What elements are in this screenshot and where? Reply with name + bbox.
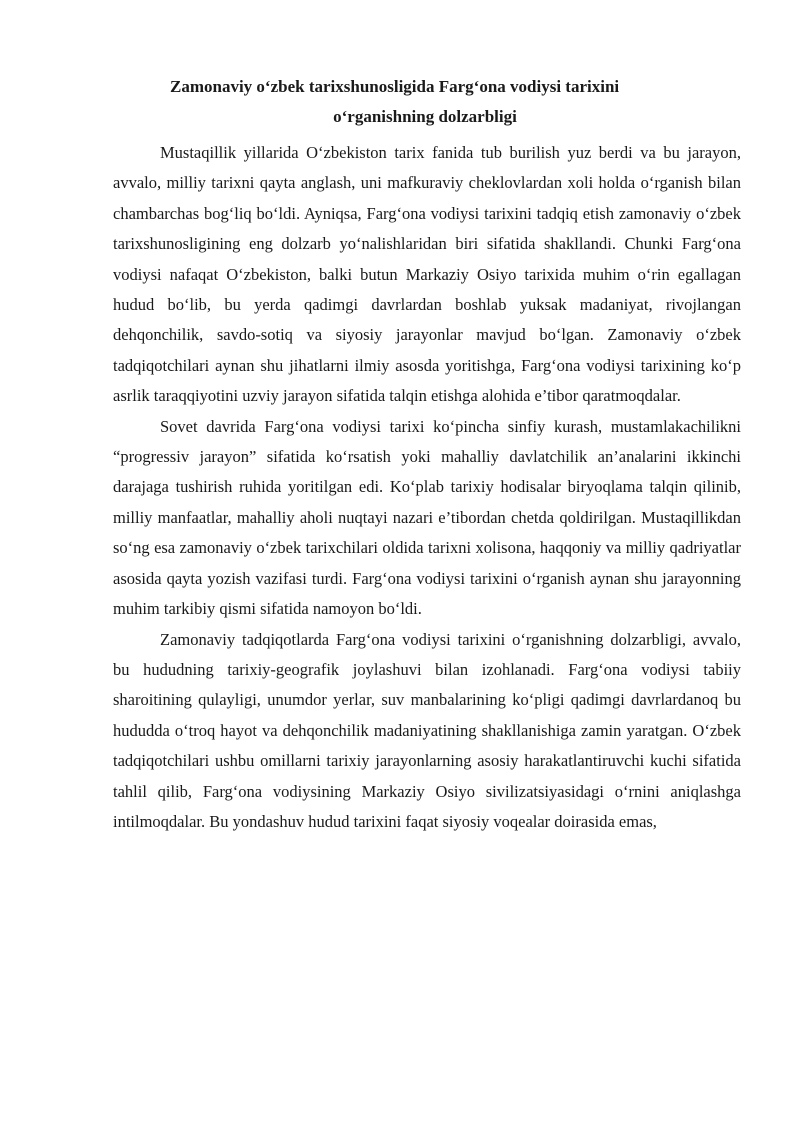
document-title (110, 72, 740, 132)
paragraph-2: Sovet davrida Farg‘ona vodiysi tarixi ko‘pincha sinfiy kurash, mustamlakachilikni “progressiv jarayon” sifatida ko‘rsatish yoki mahalliy davlatchilik an’analarini ikkinchi darajaga tushirish ruhida yoritilgan edi. Ko‘plab tarixiy hodisalar biryoqlama talqin qilinib, milliy manfaatlar, mahalliy aholi nuqtayi nazari e’tibordan chetda qoldirilgan. Mustaqillikdan so‘ng esa zamonaviy o‘zbek tarixchilari oldida tarixni xolisona, haqqoniy va milliy qadriyatlar asosida qayta yozish vazifasi turdi. Farg‘ona vodiysi tarixini o‘rganish aynan shu jarayonning muhim tarkibiy qismi sifatida namoyon bo‘ldi. (113, 416, 741, 619)
title-line-2: o‘rganishning dolzarbligi (333, 107, 517, 126)
paragraph-1: Mustaqillik yillarida O‘zbekiston tarix fanida tub burilish yuz berdi va bu jarayon, avvalo, milliy tarixni qayta anglash, uni mafkuraviy cheklovlardan xoli holda o‘rganish bilan chambarchas bog‘liq bo‘ldi. Ayniqsa, Farg‘ona vodiysi tarixini tadqiq etish zamonaviy o‘zbek tarixshunosligining eng dolzarb yo‘nalishlaridan biri sifatida shakllandi. Chunki Farg‘ona vodiysi nafaqat O‘zbekiston, balki butun Markaziy Osiyo tarixida muhim o‘rin egallagan hudud bo‘lib, bu yerda qadimgi davrlardan boshlab yuksak madaniyat, rivojlangan dehqonchilik, savdo-sotiq va siyosiy jarayonlar mavjud bo‘lgan. Zamonaviy o‘zbek tadqiqotchilari aynan shu jihatlarni ilmiy asosda yoritishga, Farg‘ona vodiysi tarixining ko‘p asrlik taraqqiyotini uzviy jarayon sifatida talqin etishga alohida e’tibor qaratmoqdalar. (113, 143, 741, 406)
paragraph-3: Zamonaviy tadqiqotlarda Farg‘ona vodiysi tarixini o‘rganishning dolzarbligi, avvalo, bu hududning tarixiy-geografik joylashuvi bilan izohlanadi. Farg‘ona vodiysi tabiiy sharoitining qulayligi, unumdor yerlar, suv manbalarining ko‘pligi qadimgi davrlardanoq bu hududda o‘troq hayot va dehqonchilik madaniyatining shakllanishiga zamin yaratgan. O‘zbek tadqiqotchilari ushbu omillarni tarixiy jarayonlarning asosiy harakatlantiruvchi kuchi sifatida tahlil qilib, Farg‘ona vodiysining Markaziy Osiyo sivilizatsiyasidagi o‘rnini aniqlashga intilmoqdalar. Bu yondashuv hudud tarixini faqat siyosiy voqealar doirasida emas, (113, 629, 741, 831)
title-line-1: Zamonaviy o‘zbek tarixshunosligida Farg‘ona vodiysi tarixini (170, 77, 620, 96)
document-body (113, 138, 741, 837)
